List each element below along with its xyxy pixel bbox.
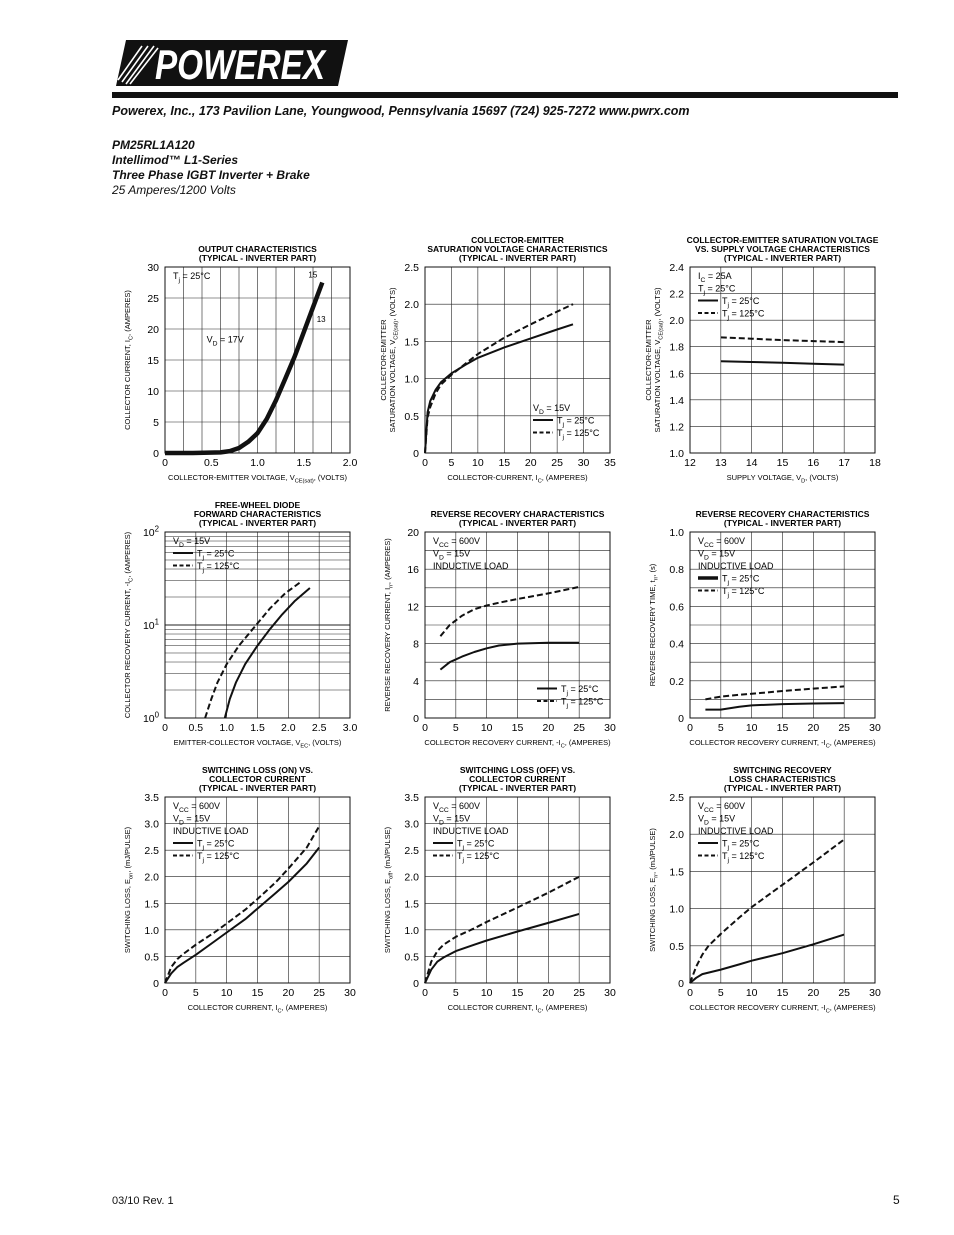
- x-tick-label: 20: [542, 722, 555, 734]
- chart-title-line: (TYPICAL - INVERTER PART): [723, 253, 842, 263]
- x-tick-label: 10: [745, 987, 758, 999]
- chart-title-line: COLLECTOR CURRENT: [469, 774, 566, 784]
- x-tick-label: 20: [807, 722, 820, 734]
- y-tick-label: 1.0: [669, 527, 684, 539]
- x-tick-label: 30: [577, 457, 590, 469]
- product-description: Three Phase IGBT Inverter + Brake: [112, 168, 310, 182]
- legend-entry: $T_j = 125^\circ C$: [457, 851, 500, 865]
- revision-label: 03/10 Rev. 1: [112, 1195, 174, 1207]
- y-tick-label: 1.5: [144, 898, 159, 911]
- series-line: [690, 839, 844, 983]
- x-tick-label: 12: [684, 457, 696, 469]
- legend-entry: $T_j = 125^\circ C$: [561, 696, 604, 710]
- page-number: 5: [893, 1193, 900, 1207]
- y-tick-label: $10^1$: [142, 617, 159, 632]
- legend-entry: $T_j = 125^\circ C$: [722, 586, 765, 600]
- legend-entry: $T_j = 125^\circ C$: [722, 308, 765, 322]
- y-tick-label: 20: [407, 527, 419, 539]
- legend-entry: $T_j = 25^\circ C$: [561, 684, 599, 698]
- logo-text: POWEREX: [155, 41, 328, 88]
- y-tick-label: 4: [413, 675, 419, 688]
- x-tick-label: 16: [807, 457, 820, 469]
- series-line: [165, 283, 322, 454]
- x-tick-label: 0: [162, 987, 168, 999]
- chart-title-line: (TYPICAL - INVERTER PART): [198, 253, 317, 263]
- y-tick-label: 1.5: [404, 336, 419, 349]
- y-tick-label: $10^0$: [142, 710, 159, 725]
- x-tick-label: 30: [869, 987, 881, 999]
- y-tick-label: 1.2: [669, 421, 684, 434]
- y-tick-label: 0.4: [669, 638, 684, 651]
- chart-vce-sat-vs-vd: [640, 225, 900, 490]
- chart-title-line: FREE-WHEEL DIODE: [214, 500, 301, 510]
- y-tick-label: 5: [153, 417, 159, 429]
- x-tick-label: 20: [807, 987, 820, 999]
- y-tick-label: 16: [407, 564, 419, 577]
- chart-reverse-recovery-time: [640, 490, 900, 755]
- y-tick-label: 0: [153, 978, 159, 990]
- chart-title-line: REVERSE RECOVERY CHARACTERISTICS: [695, 509, 870, 519]
- y-tick-label: 1.8: [669, 341, 684, 354]
- chart-title-line: (TYPICAL - INVERTER PART): [198, 518, 317, 528]
- y-tick-label: 2.0: [669, 829, 684, 842]
- part-number: PM25RL1A120: [112, 138, 195, 152]
- legend-entry: $T_j = 25^\circ C$: [722, 838, 760, 852]
- y-tick-label: 3.0: [144, 818, 159, 831]
- x-tick-label: 35: [604, 457, 616, 469]
- chart-title-line: COLLECTOR CURRENT: [209, 774, 306, 784]
- legend-entry: $T_j = 125^\circ C$: [722, 851, 765, 865]
- chart-switching-loss-off: [375, 755, 635, 1025]
- x-axis-label: COLLECTOR RECOVERY CURRENT, $-I_C$, (AMPERES): [424, 738, 611, 750]
- chart-title-line: (TYPICAL - INVERTER PART): [458, 783, 577, 793]
- x-tick-label: 1.5: [296, 457, 312, 469]
- x-tick-label: 0: [162, 722, 168, 734]
- x-tick-label: 15: [776, 987, 789, 999]
- series-line: [425, 324, 573, 453]
- x-tick-label: 0: [422, 987, 428, 999]
- x-axis-label: SUPPLY VOLTAGE, $V_D$, (VOLTS): [726, 473, 839, 485]
- y-tick-label: 1.0: [144, 924, 159, 937]
- chart-title-line: (TYPICAL - INVERTER PART): [458, 518, 577, 528]
- x-tick-label: 10: [480, 987, 493, 999]
- legend-entry: $T_j = 125^\circ C$: [197, 851, 240, 865]
- series-line: [165, 848, 319, 984]
- y-axis-label: SWITCHING LOSS, $E_{off}$, (mJ/PULSE): [383, 826, 395, 954]
- chart-grid: [690, 797, 875, 983]
- x-tick-label: 15: [511, 987, 524, 999]
- y-tick-label: 0.5: [404, 951, 419, 964]
- x-tick-label: 15: [511, 722, 524, 734]
- y-tick-label: 20: [147, 324, 159, 336]
- x-tick-label: 25: [573, 987, 586, 999]
- x-tick-label: 10: [745, 722, 758, 734]
- x-tick-label: 10: [480, 722, 493, 734]
- y-tick-label: 2.5: [404, 845, 419, 858]
- y-tick-label: 0: [413, 978, 419, 990]
- y-axis-label: SATURATION VOLTAGE, $V_{CE(sat)}$, (VOLTS): [388, 287, 400, 433]
- chart-title-line: SWITCHING LOSS (OFF) VS.: [459, 765, 576, 775]
- y-tick-label: 2.0: [404, 299, 419, 312]
- legend-entry: $T_j = 25^\circ C$: [557, 415, 595, 429]
- y-tick-label: 2.5: [669, 792, 684, 804]
- legend-entry: $T_j = 25^\circ C$: [197, 838, 235, 852]
- chart-title-line: (TYPICAL - INVERTER PART): [458, 253, 577, 263]
- y-tick-label: 10: [147, 386, 159, 398]
- chart-grid: [165, 797, 350, 983]
- y-tick-label: 2.0: [669, 315, 684, 328]
- x-tick-label: 1.0: [219, 722, 234, 734]
- legend-entry: $V_D = 15V$: [433, 548, 471, 562]
- x-tick-label: 25: [838, 987, 851, 999]
- x-tick-label: 1.5: [250, 722, 265, 734]
- y-axis-label: COLLECTOR RECOVERY CURRENT, $-I_C$, (AMPERES): [123, 531, 135, 719]
- legend-entry: $V_D = 15V$: [698, 548, 736, 562]
- chart-grid: [690, 267, 875, 453]
- y-tick-label: 3.5: [144, 792, 159, 804]
- x-tick-label: 0: [162, 457, 168, 469]
- x-tick-label: 0: [422, 457, 428, 469]
- y-axis-label: COLLECTOR CURRENT, $I_C$, (AMPERES): [123, 290, 135, 430]
- x-tick-label: 5: [717, 987, 724, 999]
- x-tick-label: 15: [776, 457, 789, 469]
- legend-entry: $T_j = 125^\circ C$: [557, 428, 600, 442]
- y-tick-label: 1.0: [404, 924, 419, 937]
- legend-entry: $V_{CC} = 600V$: [433, 801, 481, 815]
- chart-annotation: 15: [308, 270, 318, 280]
- x-tick-label: 15: [498, 457, 511, 469]
- chart-grid: [425, 797, 610, 983]
- x-tick-label: 20: [282, 987, 295, 999]
- y-tick-label: 1.0: [669, 903, 684, 916]
- y-tick-label: 1.0: [669, 448, 684, 460]
- chart-title-line: SWITCHING LOSS (ON) VS.: [202, 765, 313, 775]
- legend-entry: $V_D = 15V$: [698, 813, 736, 827]
- x-tick-label: 18: [869, 457, 881, 469]
- x-tick-label: 30: [604, 987, 616, 999]
- x-tick-label: 25: [551, 457, 563, 469]
- legend-entry: $V_D = 15V$: [173, 813, 211, 827]
- x-tick-label: 0.5: [203, 457, 219, 469]
- legend-entry: $T_j = 25^\circ C$: [173, 271, 211, 285]
- series-line: [440, 587, 579, 636]
- y-tick-label: 1.0: [404, 373, 419, 386]
- chart-vce-sat-vs-ic: [375, 225, 635, 490]
- chart-title-line: VS. SUPPLY VOLTAGE CHARACTERISTICS: [695, 244, 870, 254]
- y-tick-label: 0: [678, 713, 684, 725]
- x-tick-label: 1.0: [250, 457, 265, 469]
- product-series: Intellimod™ L1-Series: [112, 153, 239, 167]
- y-tick-label: 1.6: [669, 368, 684, 381]
- legend-entry: INDUCTIVE LOAD: [433, 561, 509, 571]
- x-tick-label: 14: [745, 457, 758, 469]
- chart-grid: [165, 267, 350, 453]
- product-info: [112, 138, 310, 198]
- y-tick-label: 0: [153, 448, 159, 460]
- chart-title-line: SATURATION VOLTAGE CHARACTERISTICS: [427, 244, 608, 254]
- chart-title-line: COLLECTOR-EMITTER SATURATION VOLTAGE: [686, 235, 879, 245]
- x-tick-label: 15: [776, 722, 789, 734]
- legend-entry: $I_C = 25A$: [698, 271, 732, 285]
- x-axis-label: EMITTER-COLLECTOR VOLTAGE, $V_{EC}$, (VOLTS): [173, 738, 342, 750]
- x-tick-label: 5: [452, 722, 459, 734]
- chart-title-line: REVERSE RECOVERY CHARACTERISTICS: [430, 509, 605, 519]
- x-axis-label: COLLECTOR CURRENT, $I_C$, (AMPERES): [447, 1003, 588, 1015]
- legend-entry: $T_j = 25^\circ C$: [722, 573, 760, 587]
- x-axis-label: COLLECTOR-CURRENT, $I_C$, (AMPERES): [447, 473, 588, 485]
- x-tick-label: 15: [251, 987, 264, 999]
- legend-entry: $T_j = 125^\circ C$: [197, 561, 240, 575]
- chart-title-line: SWITCHING RECOVERY: [733, 765, 832, 775]
- y-tick-label: 2.0: [144, 871, 159, 884]
- x-tick-label: 10: [472, 457, 484, 469]
- x-tick-label: 25: [838, 722, 851, 734]
- legend-entry: $V_{CC} = 600V$: [173, 801, 221, 815]
- x-tick-label: 13: [714, 457, 727, 469]
- series-line: [205, 582, 301, 718]
- chart-annotation: $V_D = 17V$: [206, 334, 244, 348]
- legend-entry: $T_j = 25^\circ C$: [698, 283, 736, 297]
- legend-entry: INDUCTIVE LOAD: [698, 826, 774, 836]
- y-tick-label: 2.0: [404, 871, 419, 884]
- y-tick-label: 2.5: [404, 262, 419, 274]
- x-tick-label: 0.5: [188, 722, 204, 734]
- x-tick-label: 30: [604, 722, 616, 734]
- chart-switching-loss-on: [115, 755, 375, 1025]
- x-tick-label: 0: [687, 987, 693, 999]
- y-tick-label: 25: [147, 293, 159, 305]
- y-tick-label: 0.8: [669, 564, 684, 577]
- y-tick-label: 0: [678, 978, 684, 990]
- x-axis-label: COLLECTOR RECOVERY CURRENT, $-I_C$, (AMPERES): [689, 738, 876, 750]
- y-tick-label: 15: [147, 355, 159, 367]
- chart-reverse-recovery-current: [375, 490, 635, 755]
- y-tick-label: 0.6: [669, 601, 684, 614]
- legend-entry: $V_D = 15V$: [433, 813, 471, 827]
- x-tick-label: 25: [313, 987, 326, 999]
- x-tick-label: 3.0: [342, 722, 358, 734]
- y-tick-label: 2.4: [669, 262, 684, 274]
- x-tick-label: 20: [542, 987, 555, 999]
- y-tick-label: 0.5: [144, 951, 159, 964]
- y-axis-label: SWITCHING LOSS, $E_{rr}$, (mJ/PULSE): [648, 828, 660, 952]
- x-tick-label: 5: [717, 722, 724, 734]
- chart-title-line: (TYPICAL - INVERTER PART): [723, 518, 842, 528]
- y-axis-label: REVERSE RECOVERY CURRENT, $I_{rr}$, (AMPERES): [383, 538, 395, 712]
- y-tick-label: 3.0: [404, 818, 419, 831]
- y-tick-label: 8: [413, 638, 419, 651]
- y-axis-label: COLLECTOR-EMITTER: [379, 319, 388, 401]
- y-axis-label: REVERSE RECOVERY TIME, $t_{rr}$, (s): [648, 563, 660, 687]
- x-tick-label: 17: [838, 457, 851, 469]
- chart-title-line: OUTPUT CHARACTERISTICS: [198, 244, 317, 254]
- series-line: [440, 643, 579, 670]
- y-tick-label: $10^2$: [142, 524, 159, 539]
- x-tick-label: 0: [687, 722, 693, 734]
- legend-entry: INDUCTIVE LOAD: [433, 826, 509, 836]
- chart-title-line: (TYPICAL - INVERTER PART): [723, 783, 842, 793]
- legend-entry: INDUCTIVE LOAD: [173, 826, 249, 836]
- legend-entry: $V_{CC} = 600V$: [698, 801, 746, 815]
- legend-entry: $V_D = 15V$: [173, 536, 211, 550]
- y-axis-label: SWITCHING LOSS, $E_{on}$, (mJ/PULSE): [123, 826, 135, 954]
- y-tick-label: 0: [413, 448, 419, 460]
- y-tick-label: 30: [147, 262, 159, 274]
- series-line: [705, 703, 844, 710]
- x-tick-label: 20: [524, 457, 537, 469]
- x-tick-label: 5: [448, 457, 455, 469]
- x-axis-label: COLLECTOR RECOVERY CURRENT, $-I_C$, (AMPERES): [689, 1003, 876, 1015]
- series-line: [425, 914, 579, 983]
- x-tick-label: 2.0: [342, 457, 358, 469]
- y-tick-label: 1.5: [404, 898, 419, 911]
- chart-fwd-forward: [115, 490, 375, 755]
- x-tick-label: 30: [344, 987, 356, 999]
- x-tick-label: 30: [869, 722, 881, 734]
- y-tick-label: 2.2: [669, 288, 684, 301]
- y-tick-label: 0: [413, 713, 419, 725]
- x-tick-label: 5: [192, 987, 199, 999]
- legend-entry: $T_j = 25^\circ C$: [197, 548, 235, 562]
- product-rating: 25 Amperes/1200 Volts: [112, 183, 236, 197]
- y-tick-label: 0.2: [669, 675, 684, 688]
- x-tick-label: 0: [422, 722, 428, 734]
- y-tick-label: 2.5: [144, 845, 159, 858]
- legend-entry: $T_j = 25^\circ C$: [457, 838, 495, 852]
- y-tick-label: 1.5: [669, 866, 684, 879]
- chart-switching-recovery-loss: [640, 755, 900, 1025]
- x-tick-label: 25: [573, 722, 586, 734]
- powerex-logo: [112, 38, 352, 88]
- x-tick-label: 2.5: [311, 722, 327, 734]
- y-axis-label: COLLECTOR-EMITTER: [644, 319, 653, 401]
- chart-title-line: FORWARD CHARACTERISTICS: [193, 509, 322, 519]
- chart-title-line: COLLECTOR-EMITTER: [471, 235, 564, 245]
- y-tick-label: 1.4: [669, 394, 684, 407]
- legend-entry: INDUCTIVE LOAD: [698, 561, 774, 571]
- y-tick-label: 12: [407, 601, 419, 614]
- y-tick-label: 0.5: [404, 410, 419, 423]
- legend-entry: $V_{CC} = 600V$: [698, 536, 746, 550]
- header-rule: [112, 92, 898, 98]
- chart-title-line: (TYPICAL - INVERTER PART): [198, 783, 317, 793]
- chart-title-line: LOSS CHARACTERISTICS: [729, 774, 836, 784]
- y-tick-label: 0.5: [669, 940, 684, 953]
- x-tick-label: 2.0: [281, 722, 296, 734]
- series-line: [705, 686, 844, 699]
- chart-annotation: 13: [316, 315, 326, 325]
- y-axis-label: SATURATION VOLTAGE, $V_{CE(sat)}$, (VOLTS): [653, 287, 665, 433]
- legend-entry: $T_j = 25^\circ C$: [722, 296, 760, 310]
- x-tick-label: 10: [220, 987, 233, 999]
- chart-grid: [165, 532, 350, 718]
- legend-entry: $V_{CC} = 600V$: [433, 536, 481, 550]
- y-tick-label: 3.5: [404, 792, 419, 804]
- x-axis-label: COLLECTOR-EMITTER VOLTAGE, $V_{CE(sat)}$, (VOLTS): [168, 473, 347, 485]
- legend-entry: $V_D = 15V$: [533, 403, 571, 417]
- chart-output-characteristics: [115, 225, 375, 490]
- x-tick-label: 5: [452, 987, 459, 999]
- x-axis-label: COLLECTOR CURRENT, $I_C$, (AMPERES): [187, 1003, 328, 1015]
- company-address: Powerex, Inc., 173 Pavilion Lane, Youngwood, Pennsylvania 15697 (724) 925-7272 www.pwrx.com: [112, 104, 690, 118]
